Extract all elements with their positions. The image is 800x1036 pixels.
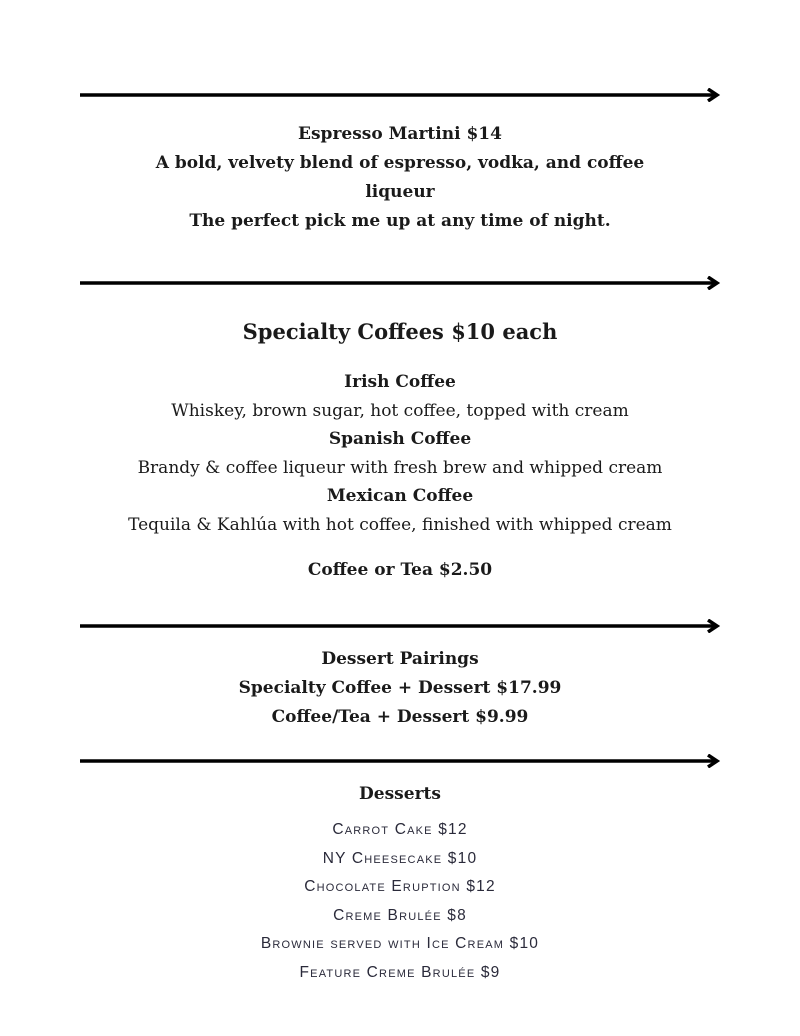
espresso-martini-description-cont: liqueur <box>365 182 435 202</box>
section-divider-arrow-icon <box>80 619 721 633</box>
dessert-item: Carrot Cake $12 <box>332 821 468 838</box>
coffee-or-tea-price: Coffee or Tea $2.50 <box>307 560 493 580</box>
desserts-title: Desserts <box>359 784 441 804</box>
specialty-coffees-heading: Specialty Coffees $10 each <box>242 319 558 344</box>
section-divider-arrow-icon <box>80 754 721 768</box>
section-divider-arrow-icon <box>80 88 721 102</box>
coffee-item-description: Tequila & Kahlúa with hot coffee, finished with whipped cream <box>128 514 672 535</box>
dessert-pairings-title: Dessert Pairings <box>321 649 479 669</box>
dessert-item: Brownie served with Ice Cream $10 <box>260 935 540 952</box>
pairing-item: Coffee/Tea + Dessert $9.99 <box>271 707 529 727</box>
section-divider-arrow-icon <box>80 276 721 290</box>
dessert-item: NY Cheesecake $10 <box>322 849 478 867</box>
coffee-item-description: Whiskey, brown sugar, hot coffee, topped with cream <box>171 400 629 421</box>
coffee-item-name: Mexican Coffee <box>326 486 474 506</box>
coffee-item-name: Spanish Coffee <box>328 429 472 449</box>
dessert-item: Creme Brulée $8 <box>333 906 467 924</box>
dessert-item: Chocolate Eruption $12 <box>304 878 496 895</box>
dessert-pairings-section <box>0 645 800 732</box>
pairing-item: Specialty Coffee + Dessert $17.99 <box>238 678 562 698</box>
coffee-item-name: Irish Coffee <box>344 372 456 392</box>
espresso-martini-title: Espresso Martini $14 <box>298 124 502 144</box>
specialty-coffees-list <box>0 368 800 539</box>
espresso-martini-section <box>0 120 800 236</box>
coffee-item-description: Brandy & coffee liqueur with fresh brew and whipped cream <box>137 457 663 478</box>
espresso-martini-description: A bold, velvety blend of espresso, vodka, and coffee <box>155 153 645 173</box>
dessert-item: Feature Creme Brulée $9 <box>299 963 501 981</box>
desserts-list <box>0 816 800 987</box>
espresso-martini-tagline: The perfect pick me up at any time of night. <box>189 211 611 231</box>
